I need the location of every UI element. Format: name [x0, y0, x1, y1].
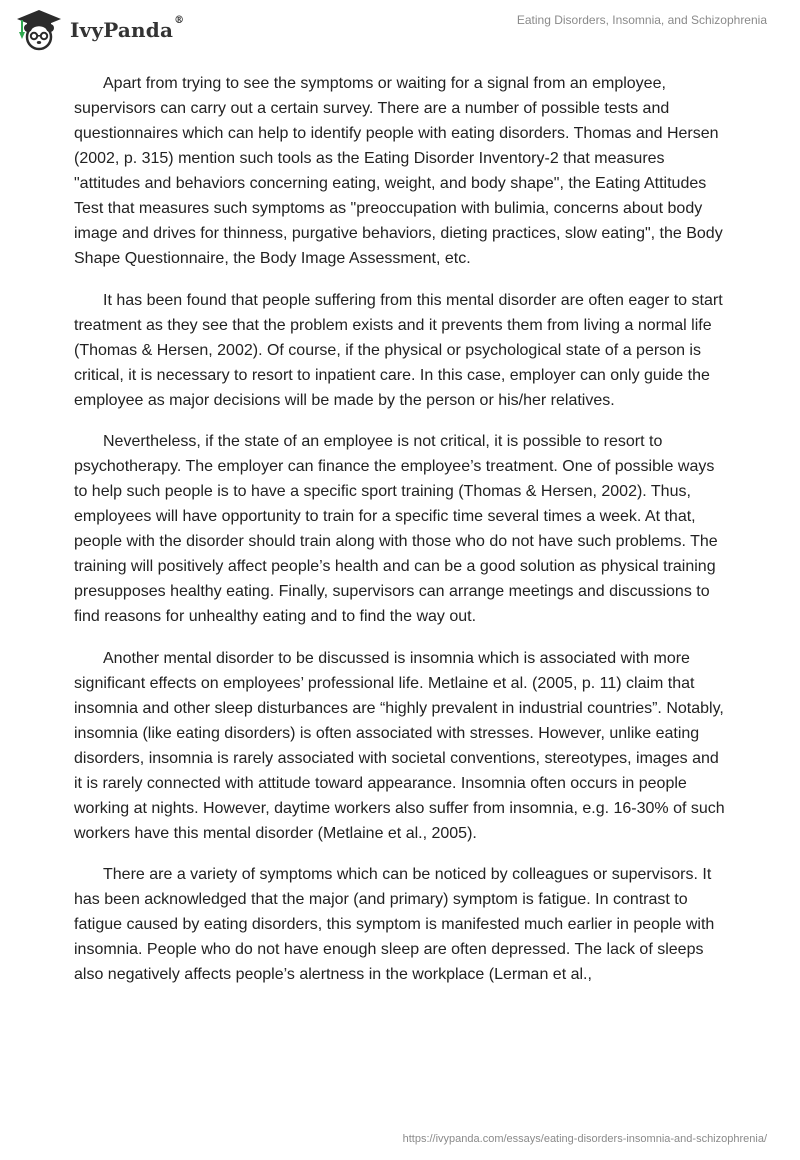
- paragraph: Nevertheless, if the state of an employee is not critical, it is possible to resort to psychotherapy. The employer can finance the employee’s treatment. One of possible ways to help such people is to have a specific sport training (Thomas & Hersen, 2002). Thus, employees will have opportunity to train for a specific time several times a week. At that, people with the disorder should train along with those who do not have such problems. The training will positively affect people’s health and can be a good solution as physical training presupposes healthy eating. Finally, supervisors can arrange meetings and discussions to find reasons for unhealthy eating and to find the way out.: [74, 433, 718, 625]
- paragraph: Apart from trying to see the symptoms or waiting for a signal from an employee, supervisors can carry out a certain survey. There are a number of possible tests and questionnaires which can help to identify people with eating disorders. Thomas and Hersen (2002, p. 315) mention such tools as the Eating Disorder Inventory-2 that measures "attitudes and behaviors concerning eating, weight, and body shape", the Eating Attitudes Test that measures such symptoms as "preoccupation with bulimia, concerns about body image and drives for thinness, purgative behaviors, dieting practices, slow eating", the Body Shape Questionnaire, the Body Image Assessment, etc.: [74, 75, 723, 267]
- ivypanda-logo[interactable]: [14, 8, 184, 52]
- brand-name: IvyPanda®: [70, 15, 185, 42]
- paragraph: It has been found that people suffering from this mental disorder are often eager to start treatment as they see that the problem exists and it prevents them from living a normal life (Thomas & Hersen, 2002). Of course, if the physical or psychological state of a person is critical, it is necessary to resort to inpatient care. In this case, employer can only guide the employee as major decisions will be made by the person or his/her relatives.: [74, 291, 723, 409]
- paragraph: There are a variety of symptoms which can be noticed by colleagues or supervisors. It has been acknowledged that the major (and primary) symptom is fatigue. In contrast to fatigue caused by eating disorders, this symptom is manifested much earlier in people with insomnia. People who do not have enough sleep are often depressed. The lack of sleeps also negatively affects people’s alertness in the workplace (Lerman et al.,: [74, 866, 715, 983]
- document-title: Eating Disorders, Insomnia, and Schizophrenia: [516, 13, 767, 27]
- paragraph: Another mental disorder to be discussed is insomnia which is associated with more significant effects on employees’ professional life. Metlaine et al. (2005, p. 11) claim that insomnia and other sleep disturbances are “highly prevalent in industrial countries”. Notably, insomnia (like eating disorders) is often associated with stresses. However, unlike eating disorders, insomnia is rarely associated with societal conventions, stereotypes, images and it is rarely connected with attitude toward appearance. Insomnia often occurs in people working at nights. However, daytime workers also suffer from insomnia, e.g. 16-30% of such workers have this mental disorder (Metlaine et al., 2005).: [74, 649, 725, 842]
- essay-body: [74, 71, 730, 1004]
- page-header: [0, 0, 800, 60]
- source-url-link[interactable]: https://ivypanda.com/essays/eating-disorders-insomnia-and-schizophrenia/: [402, 1133, 767, 1145]
- panda-graduate-icon: [14, 8, 64, 52]
